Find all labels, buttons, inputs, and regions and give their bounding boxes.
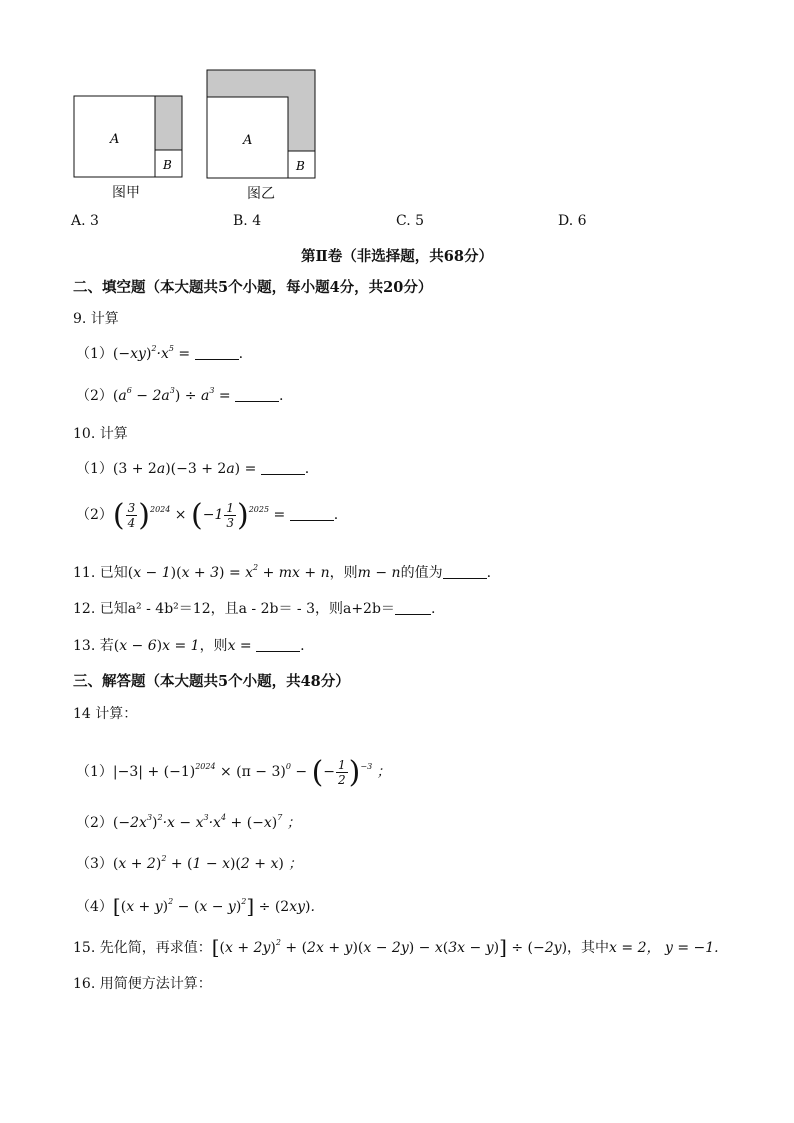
q15-values: x = 2， y = −1.	[609, 940, 719, 956]
answer-blank[interactable]	[235, 389, 279, 402]
q11-expr: $(x - 1)(x + 3) = x^2$ + mx + n	[127, 563, 330, 581]
q11-mid: ，则	[329, 565, 358, 581]
q14-part2-number: （2）	[76, 815, 113, 831]
q13-expr: (x − 6)x = 1	[113, 638, 200, 654]
option-b: B. 4	[233, 213, 262, 229]
answer-blank[interactable]	[395, 602, 431, 615]
q11: 11. 已知$(x - 1)(x + 3) = x^2$ + mx + n，则m − n的值为 .	[73, 563, 492, 581]
option-a: A. 3	[71, 213, 99, 229]
option-d: D. 6	[558, 213, 587, 229]
q14-part1-number: （1）	[76, 764, 113, 780]
q10-part1-number: （1）	[76, 461, 113, 477]
q13-mid: ，则	[199, 638, 228, 654]
q15-prefix: 15. 先化简，再求值：	[73, 940, 212, 956]
q13-target: x =	[227, 638, 257, 654]
figure-yi-caption: 图乙	[247, 186, 275, 202]
q10-part1-expr: (3 + 2a)(−3 + 2a) =	[112, 461, 257, 477]
q14-part3	[76, 853, 302, 873]
q11-target: m − n	[357, 565, 401, 581]
q15-where: ，其中	[567, 940, 610, 956]
option-c: C. 5	[396, 213, 425, 229]
answer-options	[71, 213, 731, 233]
q10-part2-expr: ( $\frac{3}{4}$ )$^{2024}$ × (−1 $\frac{1}{3}$ )$^{2025}$ =	[112, 498, 286, 533]
q9-part1-number: （1）	[76, 346, 113, 362]
label-b: B	[163, 158, 172, 172]
answer-blank[interactable]	[195, 347, 239, 360]
q10-label: 10. 计算	[73, 426, 128, 442]
q9-part1: $(1)(-xy)^2\cdot x^5$ = .	[76, 344, 244, 362]
q11-suffix: 的值为	[400, 565, 443, 581]
q10-part2-number: （2）	[76, 507, 113, 523]
q15-expr: $[(x + 2y)^2 + (2x + y)(x - 2y) - x(3x - y)] \div (-2y)$	[211, 935, 568, 959]
q14-part4	[76, 894, 315, 918]
label-a: A	[243, 133, 253, 148]
answer-blank[interactable]	[261, 462, 305, 475]
q11-prefix: 11. 已知	[73, 565, 128, 581]
q14-part4-number: （4）	[76, 899, 113, 915]
figure-jia-caption: 图甲	[112, 185, 140, 201]
q10-part1: （1）(3 + 2a)(−3 + 2a) = .	[76, 461, 310, 477]
section-3-heading: 三、解答题（本大题共5个小题，共48分）	[73, 673, 350, 690]
answer-blank[interactable]	[256, 639, 300, 652]
answer-blank[interactable]	[443, 566, 487, 579]
q12: 12. 已知a² - 4b²＝12，且a - 2b＝ - 3，则a+2b＝ .	[73, 601, 436, 617]
q9-label: 9. 计算	[73, 311, 119, 327]
figure-jia	[70, 92, 190, 206]
q14-part4-expr: $[(x + y)^2 - (x - y)^2] \div (2xy)$.	[112, 894, 315, 918]
q13-prefix: 13. 若	[73, 638, 114, 654]
q14-part2-expr: $(-2x^3)^2\cdot x - x^3\cdot x^4 + (-x)^7$ ；	[112, 813, 301, 831]
part2-title: 第Ⅱ卷（非选择题，共68分）	[301, 248, 493, 265]
shaded-region	[155, 96, 182, 150]
q16-label: 16. 用简便方法计算：	[73, 976, 212, 992]
q12-text: 12. 已知a² - 4b²＝12，且a - 2b＝ - 3，则a+2b＝	[73, 601, 395, 617]
q15	[73, 935, 719, 959]
q10-part2: （2）( $\frac{3}{4}$ )$^{2024}$ × (−1 $\frac{1}{3}$ )$^{2025}$ = .	[76, 498, 339, 533]
figure-yi	[203, 66, 323, 202]
q14-part2	[76, 812, 301, 832]
q9-part2: $(2)(a^6 - 2a^3) \div a^3$ = .	[76, 386, 284, 404]
q9-part1-expr: $(-xy)^2\cdot x^5$ =	[112, 344, 191, 362]
label-a: A	[110, 132, 120, 147]
answer-blank[interactable]	[290, 508, 334, 521]
q14-part1-expr: $|-3| + (-1)^{2024} \times (\pi - 3)^0$ − (− $\frac{1}{2}$ )$^{-3}$ ；	[112, 755, 391, 790]
q13: 13. 若(x − 6)x = 1，则x = .	[73, 638, 305, 654]
q14-part1	[76, 755, 391, 790]
q14-part3-expr: $(x + 2)^2 + (1 - x)(2 + x)$ ；	[112, 854, 303, 872]
label-b: B	[296, 159, 305, 173]
q14-part3-number: （3）	[76, 856, 113, 872]
q9-part2-number: （2）	[76, 388, 113, 404]
section-2-heading: 二、填空题（本大题共5个小题，每小题4分，共20分）	[73, 279, 433, 296]
figure-yi-drawing	[203, 66, 323, 181]
q9-part2-expr: $(a^6 - 2a^3) \div a^3$ =	[112, 386, 231, 404]
q14-label: 14 计算：	[73, 706, 138, 722]
